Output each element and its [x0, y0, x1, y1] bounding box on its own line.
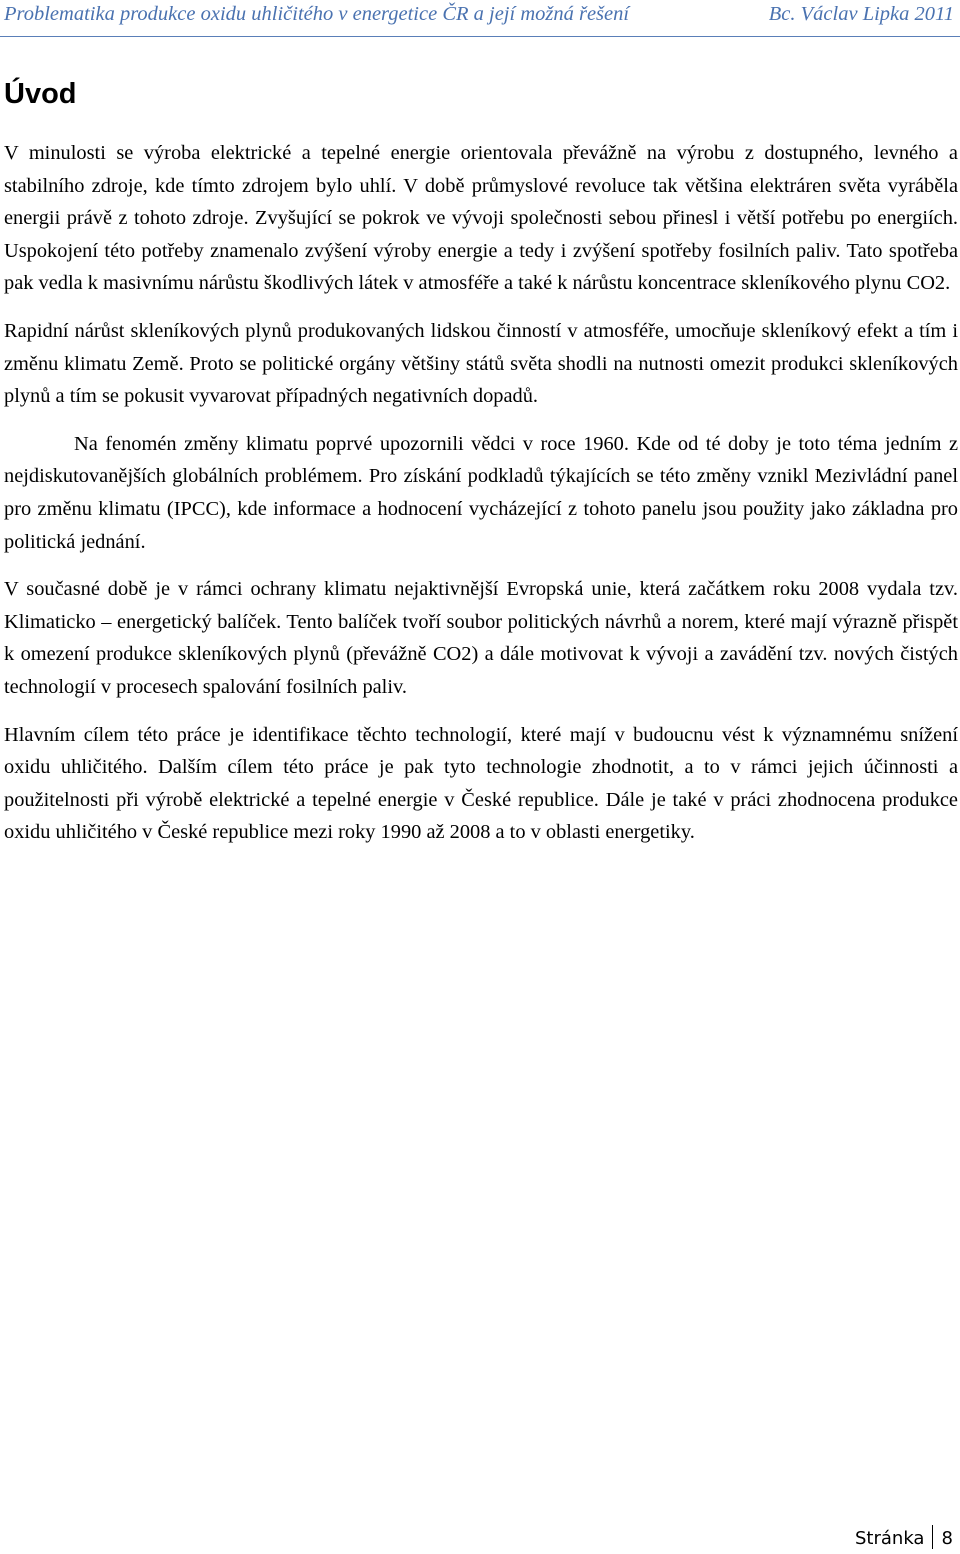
author-year: Bc. Václav Lipka 2011 — [768, 3, 954, 25]
page-number: 8 — [941, 1528, 953, 1549]
paragraph-5: Hlavním cílem této práce je identifikace těchto technologií, které mají v budoucnu vést k významnému snížení oxidu uhličitého. Dalším cílem této práce je pak tyto technologie zhodnotit, a to v rámci jejich účinnosti a použitelnosti při výrobě elektrické a tepelné energie v České republice. Dále je také v práci zhodnocena produkce oxidu uhličitého v České republice mezi roky 1990 až 2008 a to v oblasti energetiky. — [4, 723, 958, 844]
document-title: Problematika produkce oxidu uhličitého v energetice ČR a její možná řešení — [4, 3, 630, 25]
paragraph-2: Rapidní nárůst skleníkových plynů produkovaných lidskou činností v atmosféře, umocňuje skleníkový efekt a tím i změnu klimatu Země. Proto se politické orgány většiny států světa shodli na nutnosti omezit produkci skleníkových plynů a tím se pokusit vyvarovat případných negativních dopadů. — [4, 319, 958, 408]
page-footer — [855, 1525, 953, 1550]
page-label: Stránka — [855, 1528, 925, 1549]
paragraph-1: V minulosti se výroba elektrické a tepelné energie orientovala převážně na výrobu z dostupného, levného a stabilního zdroje, kde tímto zdrojem bylo uhlí. V době průmyslové revoluce tak většina elektráren světa vyráběla energii právě z tohoto zdroje. Zvyšující se pokrok ve vývoji společnosti sebou přinesl i větší potřebu po energiích. Uspokojení této potřeby znamenalo zvýšení výroby energie a tedy i zvýšení spotřeby fosilních paliv. Tato spotřeba pak vedla k masivnímu nárůstu škodlivých látek v atmosféře a také k nárůstu koncentrace skleníkového plynu CO2. — [4, 142, 958, 295]
paragraph-3: Na fenomén změny klimatu poprvé upozornili vědci v roce 1960. Kde od té doby je toto téma jedním z nejdiskutovanějších globálních problémem. Pro získání podkladů týkajících se této změny vznikl Mezivládní panel pro změnu klimatu (IPCC), kde informace a hodnocení vycházející z tohoto panelu jsou použity jako základna pro politická jednání. — [4, 432, 958, 553]
header-divider — [0, 36, 960, 37]
running-header — [4, 3, 954, 33]
paragraph-4: V současné době je v rámci ochrany klimatu nejaktivnější Evropská unie, která začátkem roku 2008 vydala tzv. Klimaticko – energetický balíček. Tento balíček tvoří soubor politických návrhů a norem, které mají výrazně přispět k omezení produkce skleníkových plynů (převážně CO2) a dále motivovat k vývoji a zavádění tzv. nových čistých technologií v procesech spalování fosilních paliv. — [4, 578, 958, 698]
footer-separator — [932, 1525, 933, 1549]
body-text — [4, 137, 958, 864]
section-heading: Úvod — [4, 78, 77, 110]
